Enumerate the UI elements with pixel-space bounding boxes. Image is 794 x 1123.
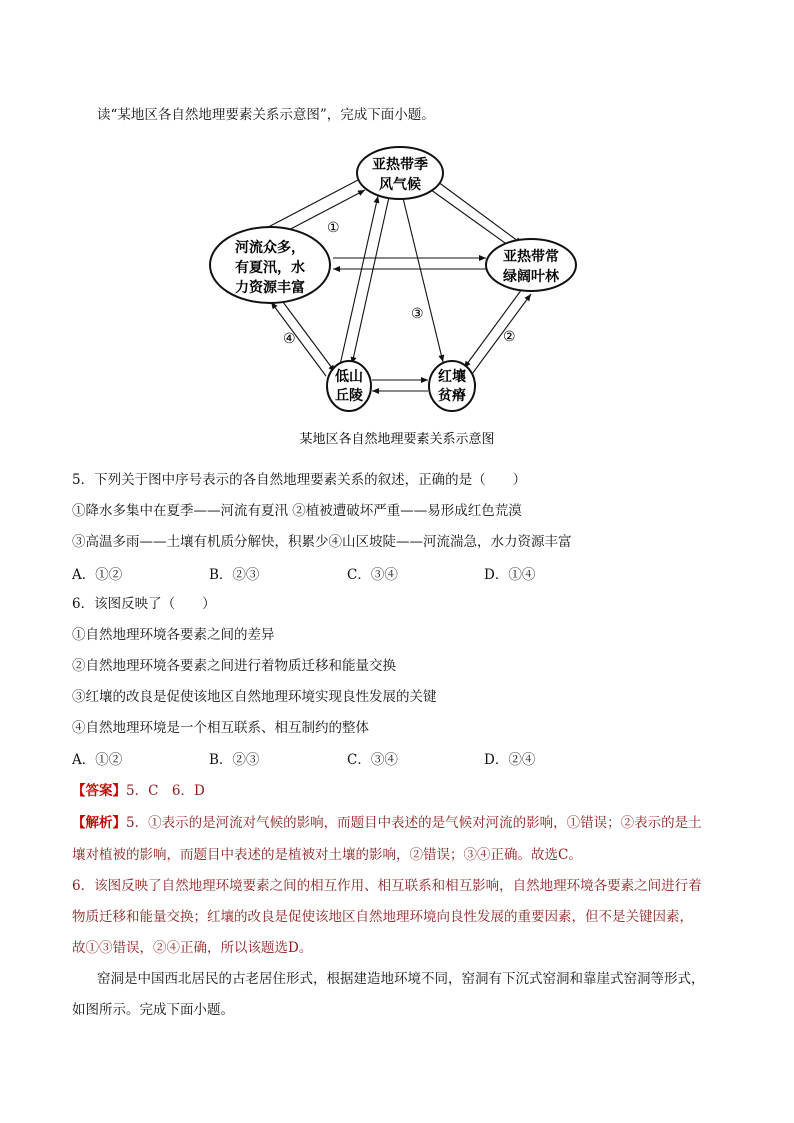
node-forest-line2: 绿阔叶林 — [503, 269, 559, 285]
arrow-climate-to-soil — [403, 198, 443, 362]
node-river-line3: 力资源丰富 — [235, 280, 305, 296]
q6-option-d: D．②④ — [484, 752, 536, 768]
node-soil-line1: 红壤 — [438, 369, 466, 385]
q5-statement-2: ③高温多雨——土壤有机质分解快，积累少④山区坡陡——河流湍急，水力资源丰富 — [72, 534, 572, 550]
q6-option-b: B．②③ — [209, 752, 260, 768]
node-river-line2: 有夏汛，水 — [235, 260, 305, 276]
q6-stem: 6．该图反映了（ ） — [72, 596, 216, 612]
answer-text: 5．C 6．D — [126, 783, 205, 799]
analysis-text-5: 故①③错误，②④正确，所以该题选D。 — [72, 940, 313, 956]
q5-option-d: D．①④ — [484, 567, 536, 583]
analysis-text-3: 6．该图反映了自然地理环境要素之间的相互作用、相互联系和相互影响，自然地理环境各要素之间进行着 — [72, 878, 702, 894]
intro-text: 读“某地区各自然地理要素关系示意图”，完成下面小题。 — [97, 107, 435, 123]
next-intro-1: 窑洞是中国西北居民的古老居住形式，根据建造地环境不同，窑洞有下沉式窑洞和靠崖式窑洞等形式， — [97, 971, 705, 987]
q5-option-a: A．①② — [72, 567, 123, 583]
q6-statement-3: ③红壤的改良是促使该地区自然地理环境实现良性发展的关键 — [72, 689, 437, 705]
analysis-text-2: 壤对植被的影响，而题目中表述的是植被对土壤的影响，②错误；③④正确。故选C。 — [72, 847, 582, 863]
q6-statement-4: ④自然地理环境是一个相互联系、相互制约的整体 — [72, 720, 369, 736]
arrow-hills-to-climate — [340, 196, 378, 365]
answer-line — [72, 779, 205, 799]
node-hills-line2: 丘陵 — [335, 388, 363, 404]
arrow-soil-to-forest — [472, 294, 531, 374]
node-climate-line2: 风气候 — [379, 177, 421, 193]
marker-3: ③ — [411, 306, 424, 322]
marker-1: ① — [327, 220, 340, 236]
q6-option-c: C．③④ — [347, 752, 398, 768]
node-forest-line1: 亚热带常 — [503, 249, 559, 265]
node-hills-line1: 低山 — [335, 369, 363, 385]
arrow-forest-to-climate — [420, 182, 512, 248]
next-intro-2: 如图所示。完成下面小题。 — [72, 1002, 234, 1018]
q5-option-c: C．③④ — [347, 567, 398, 583]
analysis-tag: 【解析】 — [72, 815, 126, 831]
node-soil-line2: 贫瘠 — [438, 388, 466, 404]
q6-option-a: A．①② — [72, 752, 123, 768]
marker-2: ② — [503, 329, 516, 345]
arrow-climate-to-forest — [430, 176, 522, 244]
analysis-text-4: 物质迁移和能量交换；红壤的改良是促使该地区自然地理环境向良性发展的重要因素，但不是关键因素， — [72, 909, 693, 925]
marker-4: ④ — [283, 331, 296, 347]
q6-statement-2: ②自然地理环境各要素之间进行着物质迁移和能量交换 — [72, 658, 396, 674]
q5-statement-1: ①降水多集中在夏季——河流有夏汛 ②植被遭破坏严重——易形成红色荒漠 — [72, 503, 522, 519]
q5-option-b: B．②③ — [209, 567, 260, 583]
analysis-line-1 — [72, 811, 702, 831]
diagram-caption: 某地区各自然地理要素关系示意图 — [299, 432, 495, 447]
node-river-line1: 河流众多， — [235, 240, 305, 256]
node-climate-line1: 亚热带季 — [372, 157, 428, 173]
q6-statement-1: ①自然地理环境各要素之间的差异 — [72, 627, 275, 643]
answer-tag: 【答案】 — [72, 783, 126, 799]
arrow-climate-to-hills — [352, 197, 389, 364]
arrow-hills-to-river — [271, 302, 326, 376]
arrow-climate-to-river — [255, 180, 358, 234]
q5-stem: 5．下列关于图中序号表示的各自然地理要素关系的叙述，正确的是（ ） — [72, 472, 527, 488]
analysis-text-1: 5．①表示的是河流对气候的影响，而题目中表述的是气候对河流的影响，①错误；②表示的是土 — [126, 815, 702, 831]
